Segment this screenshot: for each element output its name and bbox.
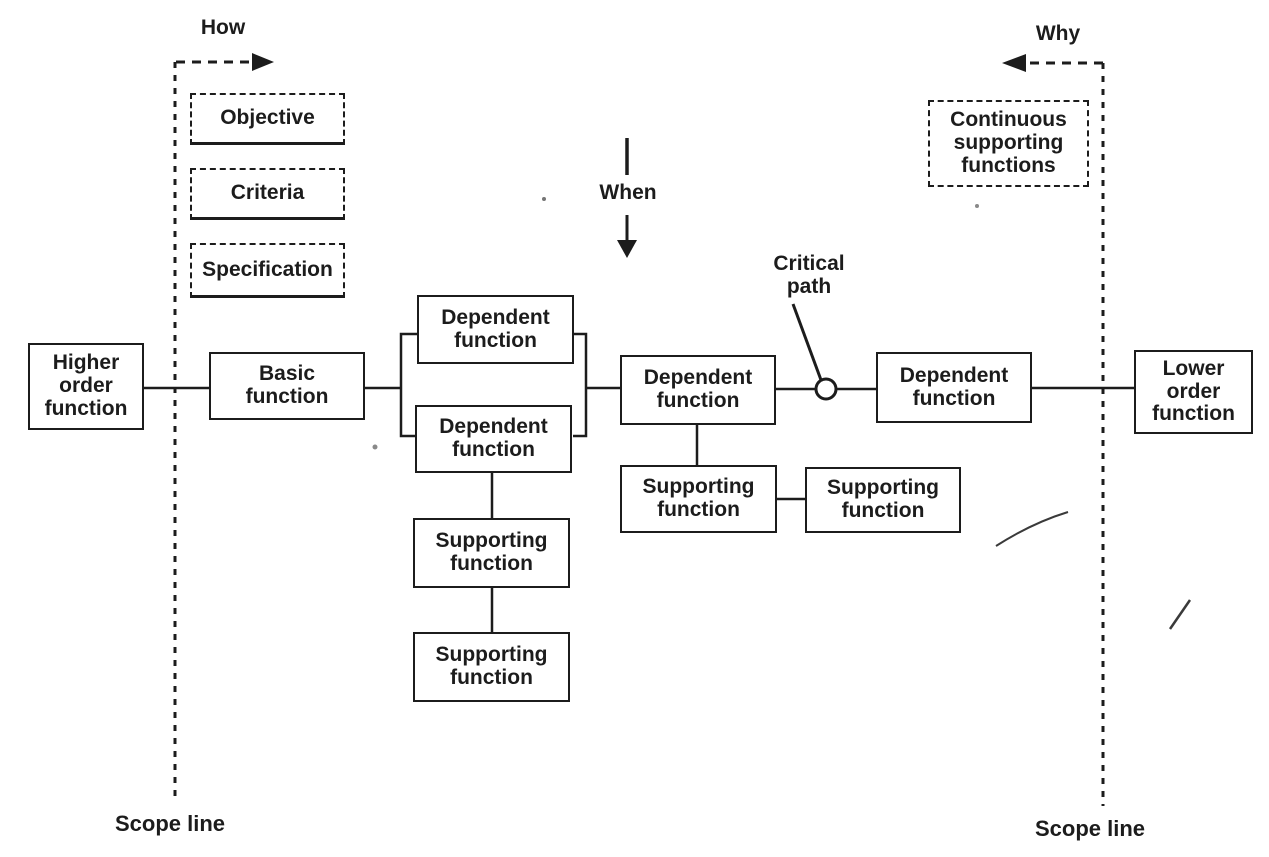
node-supporting-function-left-2: Supporting function <box>413 632 570 702</box>
criteria-box: Criteria <box>190 168 345 220</box>
node-dependent-function-mid: Dependent function <box>620 355 776 425</box>
node-lower-order-function: Lower order function <box>1134 350 1253 434</box>
when-arrowhead-icon <box>617 240 637 258</box>
why-arrowhead-icon <box>1002 54 1026 72</box>
scan-artifact-curve <box>996 512 1068 546</box>
critical-path-pointer-line <box>793 304 821 380</box>
critical-path-node <box>816 379 836 399</box>
node-basic-function: Basic function <box>209 352 365 420</box>
specification-box: Specification <box>190 243 345 298</box>
scan-artifact-dot <box>373 445 378 450</box>
scan-artifact-dot <box>542 197 546 201</box>
how-label: How <box>200 16 246 39</box>
node-higher-order-function: Higher order function <box>28 343 144 430</box>
node-dependent-function-top: Dependent function <box>417 295 574 364</box>
when-label: When <box>599 181 657 204</box>
scan-artifact-slash <box>1170 600 1190 629</box>
node-dependent-function-right: Dependent function <box>876 352 1032 423</box>
node-dependent-function-bottom: Dependent function <box>415 405 572 473</box>
critical-path-label: Critical path <box>773 252 845 299</box>
why-label: Why <box>1035 22 1081 45</box>
node-supporting-function-mid-right: Supporting function <box>805 467 961 533</box>
right-bracket <box>573 334 586 436</box>
continuous-supporting-functions-box: Continuous supporting functions <box>928 100 1089 187</box>
how-arrowhead-icon <box>252 53 274 71</box>
right-scope-line-label: Scope line <box>1034 816 1146 841</box>
scan-artifact-dot <box>975 204 979 208</box>
objective-box: Objective <box>190 93 345 145</box>
left-scope-line-label: Scope line <box>114 811 226 836</box>
node-supporting-function-mid: Supporting function <box>620 465 777 533</box>
node-supporting-function-left-1: Supporting function <box>413 518 570 588</box>
